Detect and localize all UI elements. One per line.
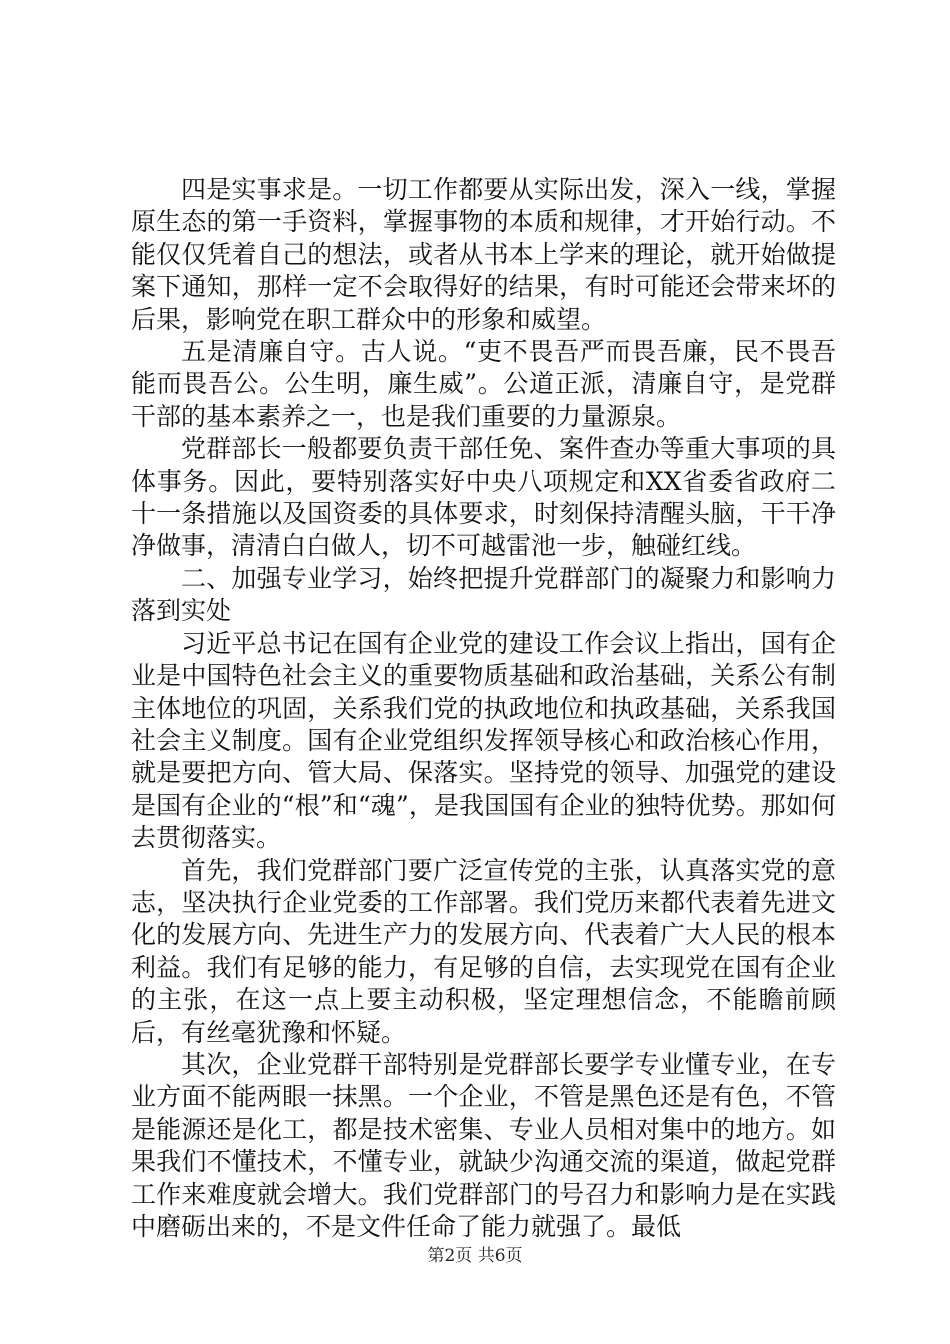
paragraph-first: 首先，我们党群部门要广泛宣传党的主张，认真落实党的意志，坚决执行企业党委的工作部署。我们党历来都代表着先进文化的发展方向、先进生产力的发展方向、代表着广大人民的根本利益。我们有足够的能力，有足够的自信，去实现党在国有企业的主张，在这一点上要主动积极，坚定理想信念，不能瞻前顾后，有丝毫犹豫和怀疑。 (131, 855, 836, 1047)
page-number-footer: 第2页 共6页 (427, 1246, 523, 1266)
paragraph-xi-remarks: 习近平总书记在国有企业党的建设工作会议上指出，国有企业是中国特色社会主义的重要物质基础和政治基础，关系公有制主体地位的巩固，关系我们党的执政地位和执政基础，关系我国社会主义制度。国有企业党组织发挥领导核心和政治核心作用，就是要把方向、管大局、保落实。坚持党的领导、加强党的建设是国有企业的“根”和“魂”，是我国国有企业的独特优势。那如何去贯彻落实。 (131, 628, 836, 853)
paragraph-fifth-point: 五是清廉自守。古人说。“吏不畏吾严而畏吾廉，民不畏吾能而畏吾公。公生明，廉生威”。公道正派，清廉自守，是党群干部的基本素养之一，也是我们重要的力量源泉。 (131, 337, 836, 431)
paragraph-second: 其次，企业党群干部特别是党群部长要学专业懂专业，在专业方面不能两眼一抹黑。一个企业，不管是黑色还是有色，不管是能源还是化工，都是技术密集、专业人员相对集中的地方。如果我们不懂技术，不懂专业，就缺少沟通交流的渠道，做起党群工作来难度就会增大。我们党群部门的号召力和影响力是在实践中磨砺出来的，不是文件任命了能力就强了。最低 (131, 1049, 836, 1241)
paragraph-party-minister-duties: 党群部长一般都要负责干部任免、案件查办等重大事项的具体事务。因此，要特别落实好中央八项规定和XX省委省政府二十一条措施以及国资委的具体要求，时刻保持清醒头脑，干干净净做事，清清白白做人，切不可越雷池一步，触碰红线。 (131, 434, 836, 561)
document-body (131, 174, 836, 1243)
paragraph-fourth-point: 四是实事求是。一切工作都要从实际出发，深入一线，掌握原生态的第一手资料，掌握事物的本质和规律，才开始行动。不能仅仅凭着自己的想法，或者从书本上学来的理论，就开始做提案下通知，那样一定不会取得好的结果，有时可能还会带来坏的后果，影响党在职工群众中的形象和威望。 (131, 175, 836, 334)
section-heading-two: 二、加强专业学习，始终把提升党群部门的凝聚力和影响力落到实处 (131, 563, 836, 626)
